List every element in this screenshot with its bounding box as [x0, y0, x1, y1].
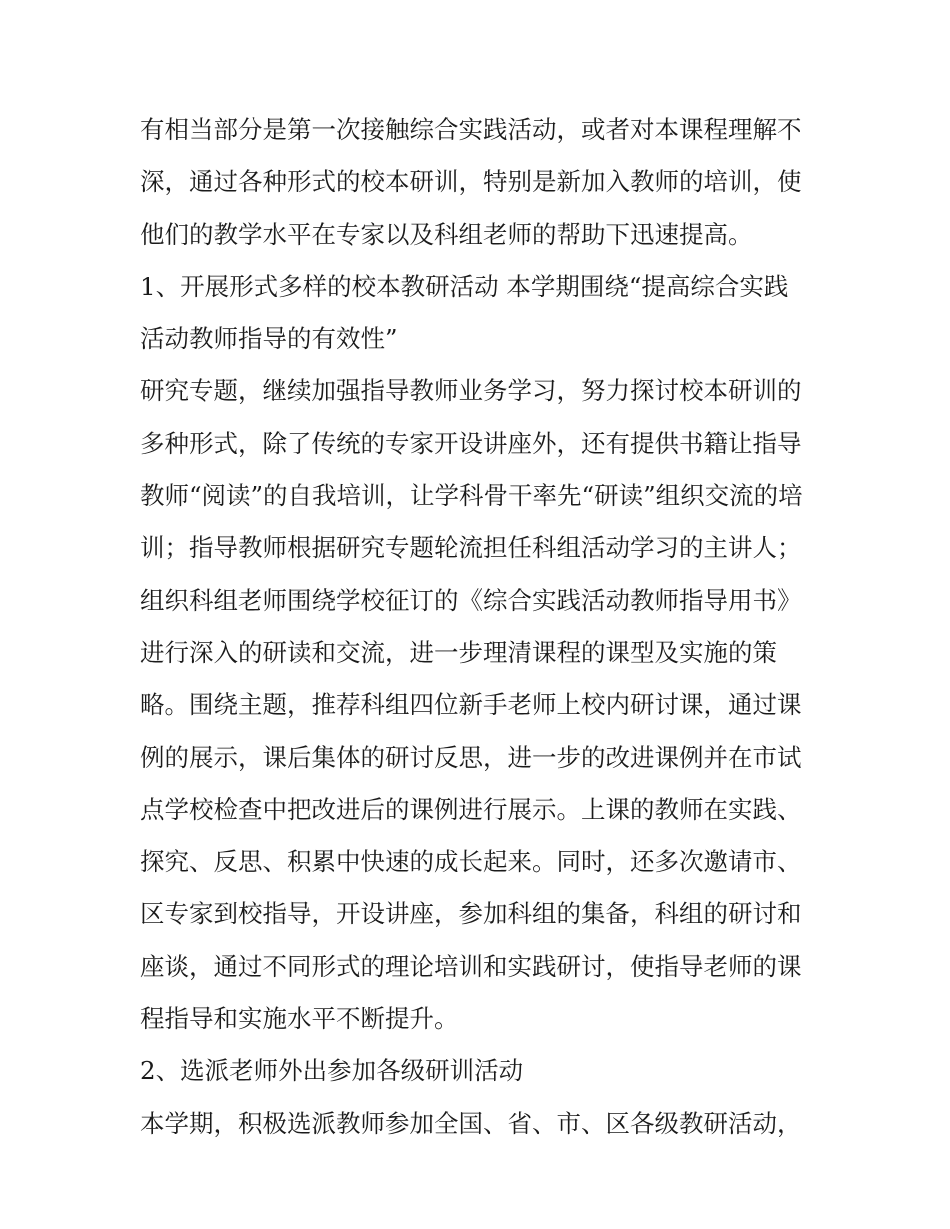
text-line: 深，通过各种形式的校本研训，特别是新加入教师的培训，使	[140, 167, 802, 197]
body-text	[140, 104, 820, 1150]
section-heading-2: 2、选派老师外出参加各级研训活动	[140, 1056, 524, 1086]
text-line: 点学校检查中把改进后的课例进行展示。上课的教师在实践、	[140, 794, 802, 824]
text-line: 座谈，通过不同形式的理论培训和实践研讨，使指导老师的课	[140, 951, 802, 981]
text-line: 进行深入的研读和交流，进一步理清课程的课型及实施的策	[140, 637, 777, 667]
text-line: 教师“阅读”的自我培训，让学科骨干率先“研读”组织交流的培	[140, 481, 803, 511]
text-line: 区专家到校指导，开设讲座，参加科组的集备，科组的研讨和	[140, 899, 802, 929]
text-line: 组织科组老师围绕学校征订的《综合实践活动教师指导用书》	[140, 585, 802, 615]
text-line: 他们的教学水平在专家以及科组老师的帮助下迅速提高。	[140, 219, 753, 249]
text-line: 探究、反思、积累中快速的成长起来。同时，还多次邀请市、	[140, 847, 802, 877]
text-line: 多种形式，除了传统的专家开设讲座外，还有提供书籍让指导	[140, 428, 802, 458]
text-line: 研究专题，继续加强指导教师业务学习，努力探讨校本研训的	[140, 376, 802, 406]
text-line: 例的展示，课后集体的研讨反思，进一步的改进课例并在市试	[140, 742, 802, 772]
text-line: 有相当部分是第一次接触综合实践活动，或者对本课程理解不	[140, 115, 802, 144]
text-line: 本学期，积极选派教师参加全国、省、市、区各级教研活动，	[140, 1108, 802, 1138]
section-heading-1-cont: 活动教师指导的有效性”	[140, 324, 398, 354]
text-line: 略。围绕主题，推荐科组四位新手老师上校内研讨课，通过课	[140, 690, 802, 720]
text-line: 程指导和实施水平不断提升。	[140, 1004, 459, 1034]
section-heading-1: 1、开展形式多样的校本教研活动 本学期围绕“提高综合实践	[140, 271, 789, 301]
text-line: 训；指导教师根据研究专题轮流担任科组活动学习的主讲人；	[140, 533, 802, 563]
